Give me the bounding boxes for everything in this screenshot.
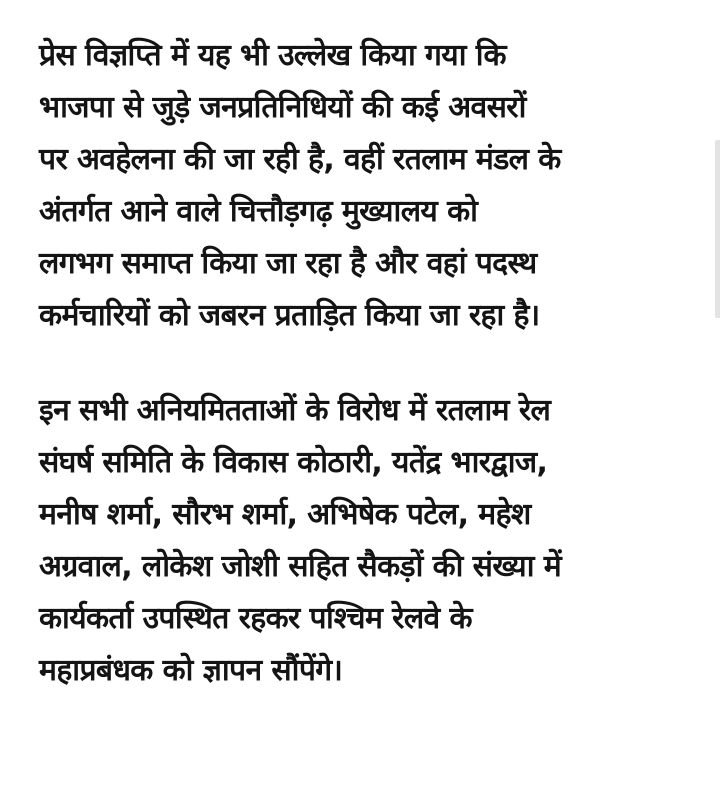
text-line: कार्यकर्ता उपस्थित रहकर पश्चिम रेलवे के [39, 601, 472, 636]
text-line: अग्रवाल, लोकेश जोशी सहित सैकड़ों की संख्या में [39, 549, 562, 584]
text-line: संघर्ष समिति के विकास कोठारी, यतेंद्र भारद्वाज, [39, 445, 548, 480]
scrollbar-thumb[interactable] [715, 140, 720, 318]
text-line: मनीष शर्मा, सौरभ शर्मा, अभिषेक पटेल, महेश [39, 497, 531, 532]
text-line: लगभग समाप्त किया जा रहा है और वहां पदस्थ [39, 246, 537, 281]
text-line: महाप्रबंधक को ज्ञापन सौंपेंगे। [39, 653, 343, 688]
text-line: प्रेस विज्ञप्ति में यह भी उल्लेख किया गया कि [39, 38, 506, 73]
article-body [39, 30, 699, 697]
text-line: अंतर्गत आने वाले चित्तौड़गढ़ मुख्यालय को [39, 194, 478, 229]
text-line: भाजपा से जुड़े जनप्रतिनिधियों की कई अवसरों [39, 90, 526, 125]
text-line: कर्मचारियों को जबरन प्रताड़ित किया जा रहा है। [39, 298, 540, 333]
text-line: पर अवहेलना की जा रही है, वहीं रतलाम मंडल के [39, 142, 561, 177]
paragraph-protest [39, 385, 699, 697]
paragraph-press-release [39, 30, 699, 342]
text-line: इन सभी अनियमितताओं के विरोध में रतलाम रेल [39, 393, 551, 428]
